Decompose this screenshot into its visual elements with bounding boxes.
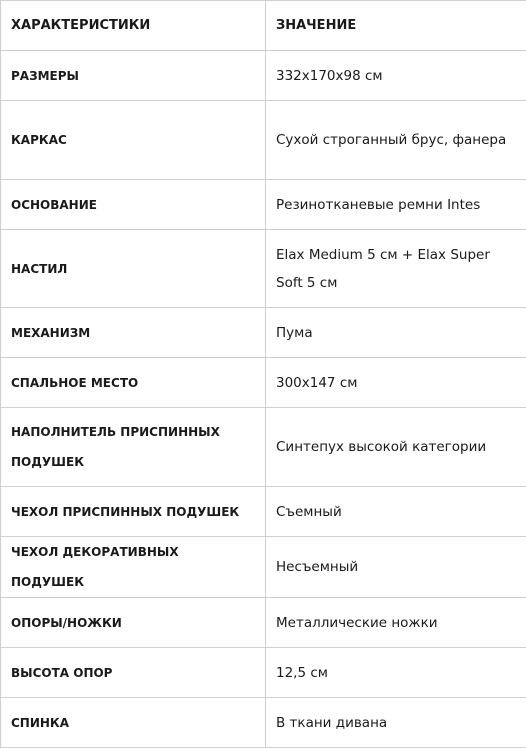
table-row (1, 648, 526, 698)
row-value-legs: Металлические ножки (266, 598, 526, 648)
row-value-padding: Elax Medium 5 см + Elax Super Soft 5 см (266, 230, 526, 308)
table-row (1, 598, 526, 648)
table-row (1, 537, 526, 598)
table-row (1, 51, 526, 101)
row-value-leg-height: 12,5 см (266, 648, 526, 698)
table-header-row (1, 1, 526, 51)
row-key-leg-height: ВЫСОТА ОПОР (1, 648, 266, 698)
table-row (1, 101, 526, 180)
table-row (1, 698, 526, 748)
header-characteristics: ХАРАКТЕРИСТИКИ (1, 1, 266, 51)
row-value-decor-cushion-cover: Несъемный (266, 537, 526, 598)
table-row (1, 180, 526, 230)
row-key-frame: КАРКАС (1, 101, 266, 180)
row-key-base: ОСНОВАНИЕ (1, 180, 266, 230)
row-key-padding: НАСТИЛ (1, 230, 266, 308)
row-key-backrest: СПИНКА (1, 698, 266, 748)
table-row (1, 487, 526, 537)
row-value-base: Резинотканевые ремни Intes (266, 180, 526, 230)
row-value-mechanism: Пума (266, 308, 526, 358)
row-key-decor-cushion-cover: ЧЕХОЛ ДЕКОРАТИВНЫХ ПОДУШЕК (1, 537, 266, 598)
row-value-dimensions: 332х170х98 см (266, 51, 526, 101)
row-value-back-cushion-filling: Синтепух высокой категории (266, 408, 526, 487)
row-value-frame: Сухой строганный брус, фанера (266, 101, 526, 180)
table-row (1, 308, 526, 358)
header-value: ЗНАЧЕНИЕ (266, 1, 526, 51)
row-value-back-cushion-cover: Съемный (266, 487, 526, 537)
row-key-legs: ОПОРЫ/НОЖКИ (1, 598, 266, 648)
row-key-back-cushion-cover: ЧЕХОЛ ПРИСПИННЫХ ПОДУШЕК (1, 487, 266, 537)
row-key-sleeping-area: СПАЛЬНОЕ МЕСТО (1, 358, 266, 408)
row-key-dimensions: РАЗМЕРЫ (1, 51, 266, 101)
row-value-backrest: В ткани дивана (266, 698, 526, 748)
row-value-sleeping-area: 300х147 см (266, 358, 526, 408)
row-key-mechanism: МЕХАНИЗМ (1, 308, 266, 358)
table-row (1, 408, 526, 487)
table-row (1, 230, 526, 308)
table-row (1, 358, 526, 408)
row-key-back-cushion-filling: НАПОЛНИТЕЛЬ ПРИСПИННЫХ ПОДУШЕК (1, 408, 266, 487)
